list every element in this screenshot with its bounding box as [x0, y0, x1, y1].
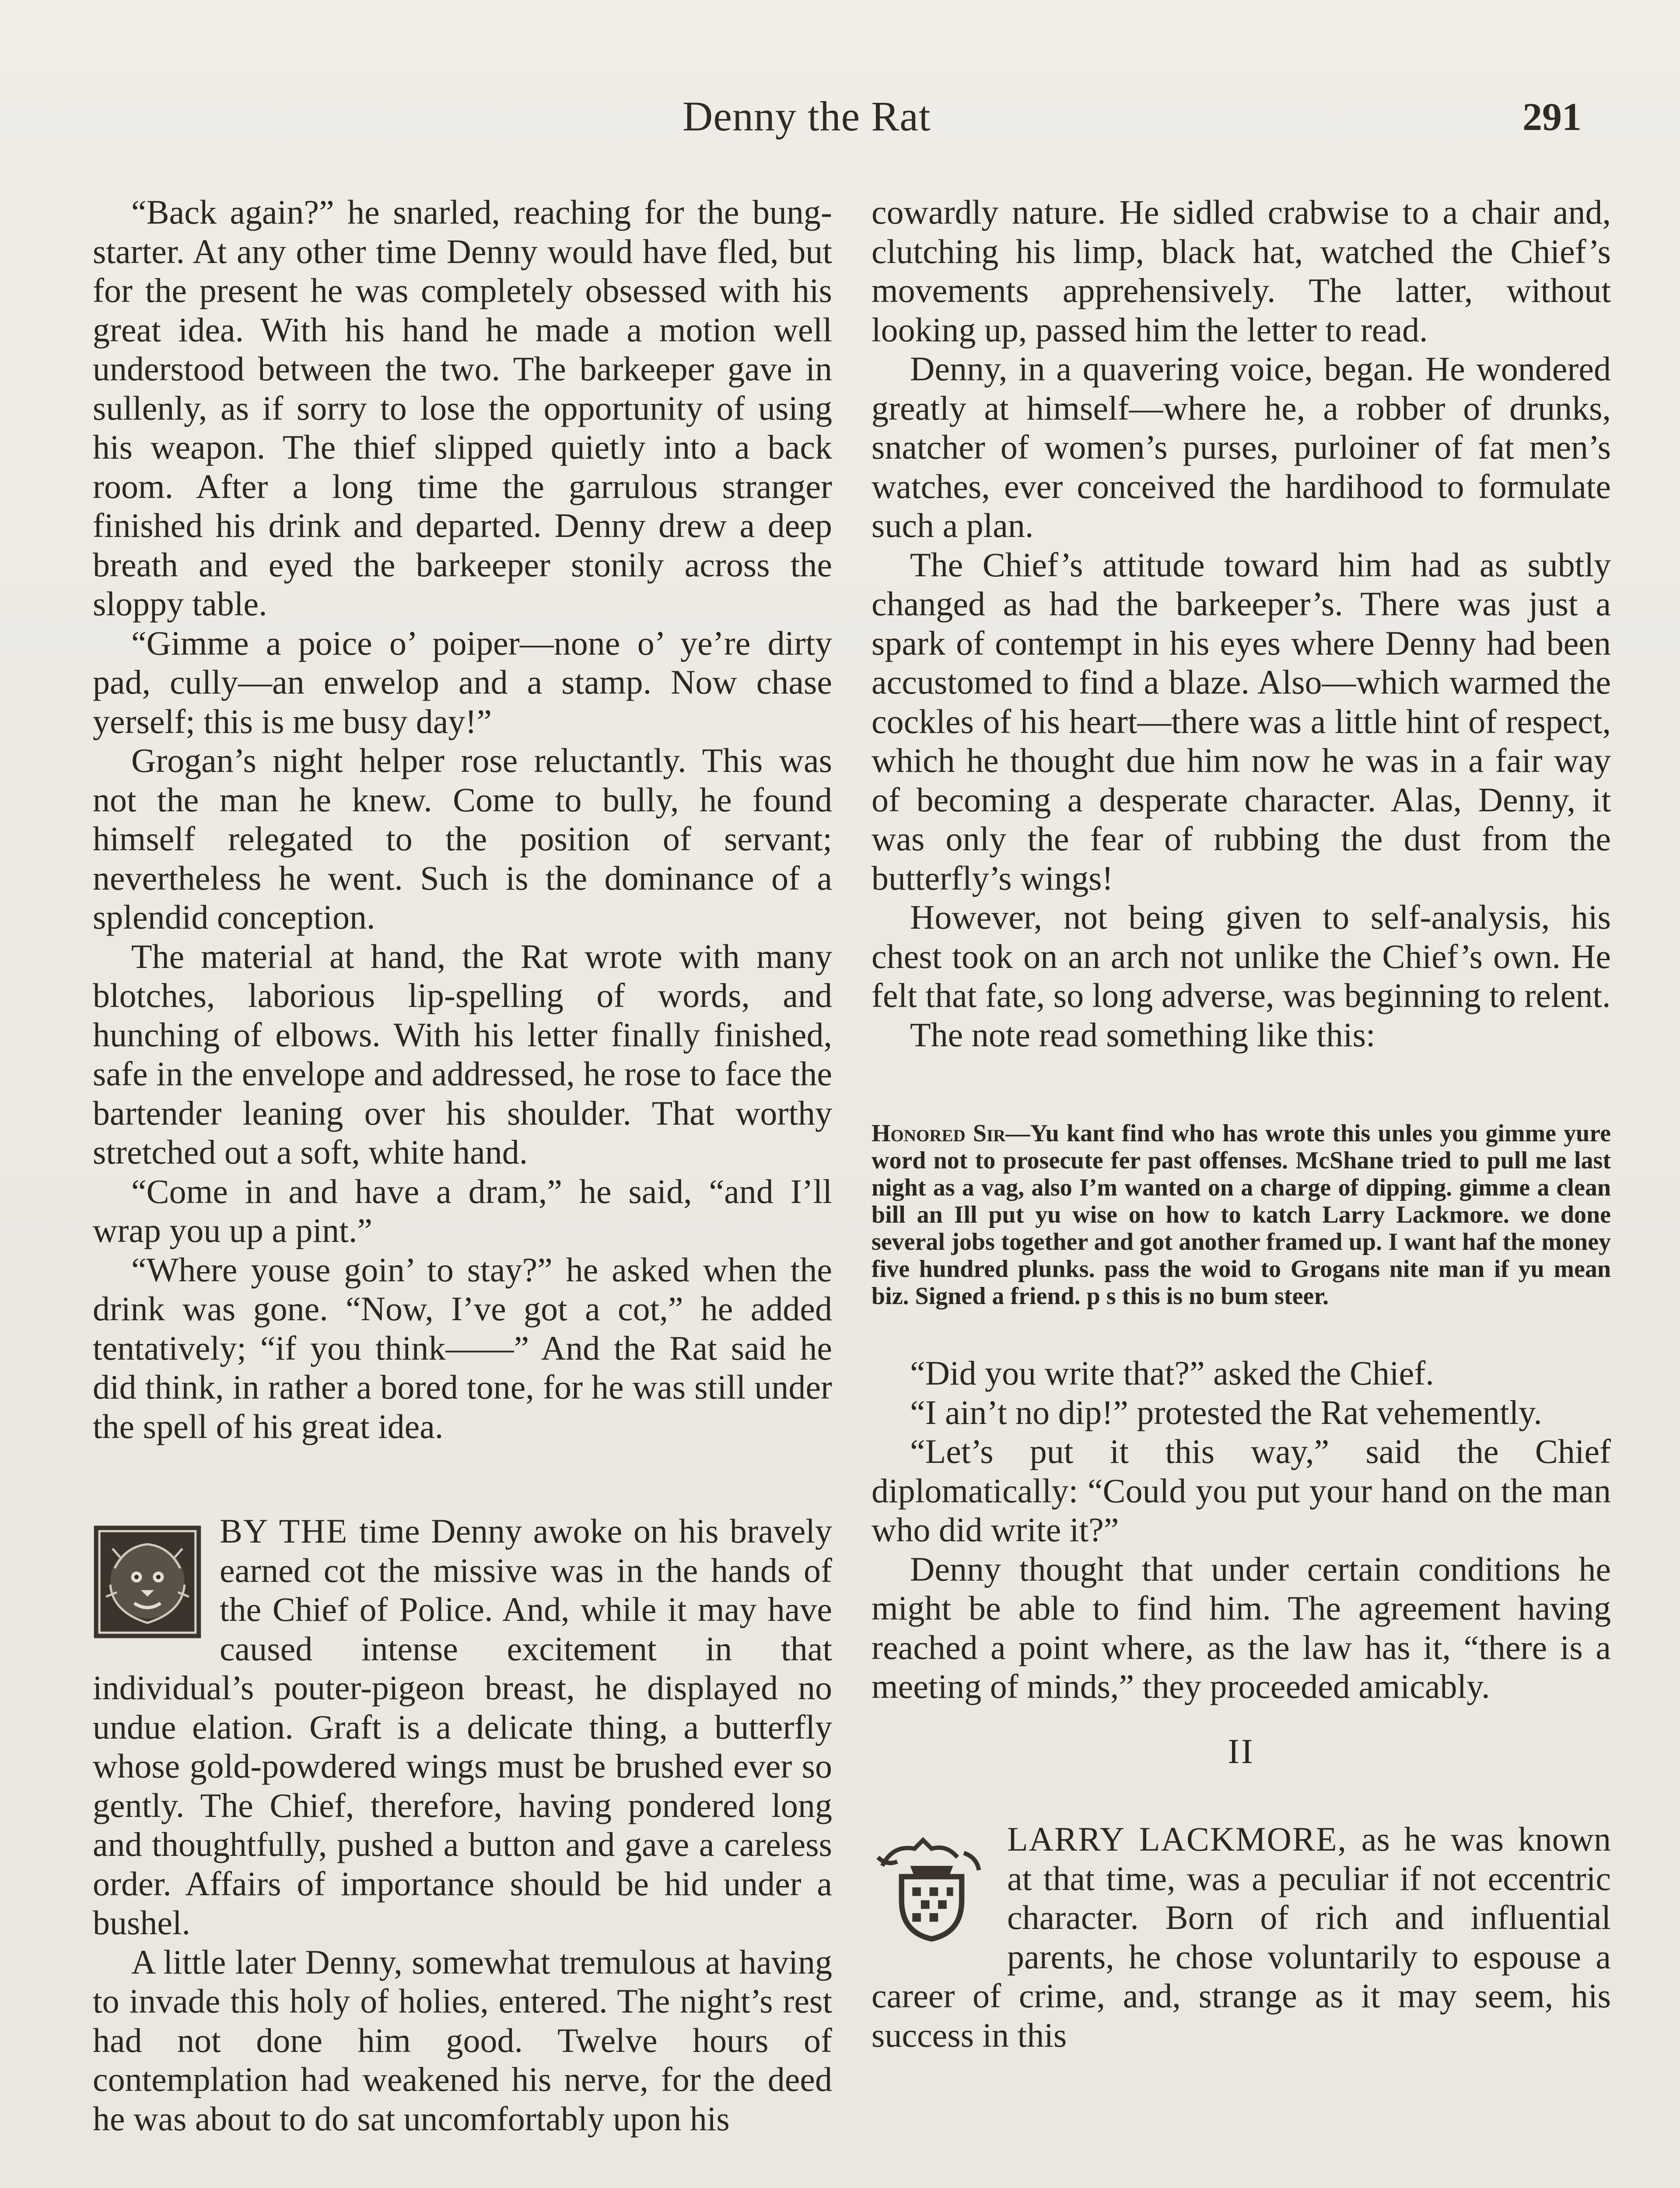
dialogue-line: “Did you write that?” asked the Chief. — [910, 1354, 1434, 1392]
lion-mask-ornament-icon — [93, 1525, 202, 1639]
section-opening-paragraph — [93, 1511, 832, 1943]
dialogue-line: “Let’s put it this way,” said the Chief diplomatically: “Could you put your hand on the man who did write it?” — [872, 1432, 1611, 1549]
paragraph: Denny, in a quavering voice, began. He wondered greatly at himself—where he, a robber of drunks, snatcher of women’s purses, purloiner of fat men’s watches, ever conceived the hardihood to formulate such a plan. — [872, 350, 1611, 544]
right-column — [872, 193, 1611, 2055]
running-head — [0, 83, 1680, 149]
knight-helmet-ornament-icon — [872, 1833, 990, 1942]
dialogue-line: “I ain’t no dip!” protested the Rat vehemently. — [910, 1393, 1542, 1431]
paragraph: Denny thought that under certain conditions he might be able to find him. The agreement having reached a point where, as the law has it, “there is a meeting of minds,” they proceeded amicably. — [872, 1550, 1611, 1705]
section-lead-words: BY THE — [220, 1512, 348, 1550]
paragraph: “Back again?” he snarled, reaching for the bung-starter. At any other time Denny would have fled, but for the present he was completely obsessed with his great idea. With his hand he made a motion well understood between the two. The barkeeper gave in sullenly, as if sorry to lose the opportunity of using his weapon. The thief slipped quietly into a back room. After a long time the garrulous stranger finished his drink and departed. Denny drew a deep breath and eyed the barkeeper stonily across the sloppy table. — [93, 193, 832, 623]
section-opening-paragraph — [872, 1820, 1611, 2055]
note-salutation: Honored Sir — [872, 1120, 1006, 1147]
paragraph: A little later Denny, somewhat tremulous at having to invade this holy of holies, entered. The night’s rest had not done him good. Twelve hours of contemplation had weakened his nerve, for the deed he was about to do sat uncomfortably upon his — [93, 1943, 832, 2138]
note-body: —Yu kant find who has wrote this unles you gimme yure word not to prosecute fer past offenses. McShane tried to pull me last night as a vag, also I’m wanted on a charge of dipping. gimme a clean bill an Ill put yu wise on how to katch Larry Lackmore. we done several jobs together and got another framed up. I want haf the money five hundred plunks. pass the woid to Grogans nite man if yu mean biz. Signed a friend. p s this is no bum steer. — [872, 1120, 1611, 1310]
paragraph-continued: cowardly nature. He sidled crabwise to a chair and, clutching his limp, black hat, watched the Chief’s movements apprehensively. The latter, without looking up, passed him the letter to read. — [872, 193, 1611, 349]
section-opening-text: as he was known at that time, was a peculiar if not eccentric character. Born of rich and influential parents, he chose voluntarily to espouse a career of crime, and, strange as it may seem, his success in this — [872, 1820, 1611, 2054]
section-opening-text: time Denny awoke on his bravely earned cot the missive was in the hands of the Chief of Police. And, while it may have caused intense excitement in that individual’s pouter-pigeon breast, he displayed no undue elation. Graft is a delicate thing, a butterfly whose gold-powdered wings must be brushed ever so gently. The Chief, therefore, having pondered long and thoughtfully, pushed a button and gave a careless order. Affairs of importance should be hid under a bushel. — [93, 1512, 832, 1942]
paragraph: “Where youse goin’ to stay?” he asked when the drink was gone. “Now, I’ve got a cot,” he added tentatively; “if you think——” And the Rat said he did think, in rather a bored tone, for he was still under the spell of his great idea. — [93, 1250, 832, 1445]
paragraph: “Come in and have a dram,” he said, “and I’ll wrap you up a pint.” — [93, 1172, 832, 1249]
paragraph: The Chief’s attitude toward him had as subtly changed as had the barkeeper’s. There was just a spark of contempt in his eyes where Denny had been accustomed to find a blaze. Also—which warmed the cockles of his heart—there was a little hint of respect, which he thought due him now he was in a fair way of becoming a desperate character. Alas, Denny, it was only the fear of rubbing the dust from the butterfly’s wings! — [872, 545, 1611, 897]
section-break — [93, 1446, 832, 1511]
section-numeral: II — [1228, 1732, 1255, 1771]
ransom-note — [872, 1120, 1611, 1310]
paragraph: “Gimme a poice o’ poiper—none o’ ye’re dirty pad, cully—an enwelop and a stamp. Now chase yerself; this is me busy day!” — [93, 624, 832, 740]
paragraph: Grogan’s night helper rose reluctantly. This was not the man he knew. Come to bully, he found himself relegated to the position of servant; nevertheless he went. Such is the dominance of a splendid conception. — [93, 741, 832, 936]
section-lead-words: LARRY LACKMORE, — [1007, 1820, 1348, 1858]
left-column — [93, 193, 832, 2138]
paragraph: The material at hand, the Rat wrote with many blotches, laborious lip-spelling of words, and hunching of elbows. With his letter finally finished, safe in the envelope and addressed, he rose to face the bartender leaning over his shoulder. That worthy stretched out a soft, white hand. — [93, 937, 832, 1171]
paragraph: However, not being given to self-analysis, his chest took on an arch not unlike the Chief’s own. He felt that fate, so long adverse, was beginning to relent. — [872, 898, 1611, 1014]
paragraph: The note read something like this: — [910, 1015, 1376, 1054]
running-title: Denny the Rat — [682, 93, 931, 140]
page-number: 291 — [1522, 95, 1582, 139]
